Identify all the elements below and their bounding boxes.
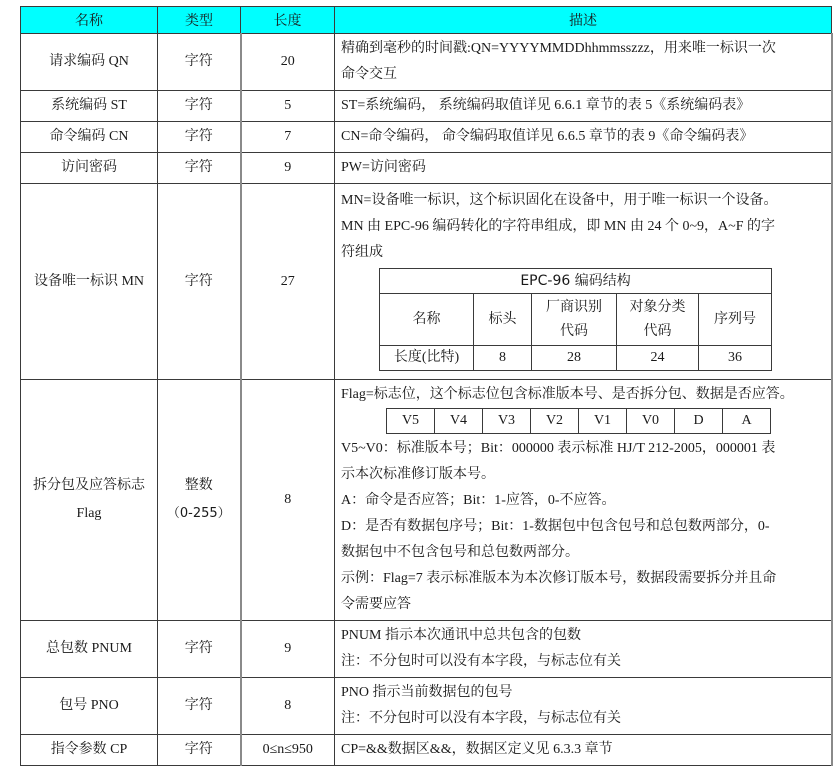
epc-row-label: 长度(比特) xyxy=(380,346,474,371)
field-length: 0≤n≤950 xyxy=(241,735,335,766)
description-line: D：是否有数据包序号；Bit：1-数据包中包含包号和总包数两部分，0- xyxy=(341,519,770,534)
field-description xyxy=(335,122,832,153)
table-row xyxy=(21,735,832,766)
field-description xyxy=(335,621,832,678)
description-line: 精确到毫秒的时间戳:QN=YYYYMMDDhhmmsszzz，用来唯一标识一次 xyxy=(341,41,776,56)
field-type: 字符 xyxy=(158,91,241,122)
description-line: 数据包中不包含包号和总包数两部分。 xyxy=(341,545,579,560)
epc-header-line: 厂商识别 xyxy=(546,299,602,315)
description-line: MN 由 EPC-96 编码转化的字符串组成，即 MN 由 24 个 0~9，A~F 的字 xyxy=(341,219,775,234)
field-description xyxy=(335,153,832,184)
description-line: PNO 指示当前数据包的包号 xyxy=(341,685,513,700)
field-name-line: 拆分包及应答标志 xyxy=(33,478,145,493)
table-row xyxy=(21,621,832,678)
header-description: 描述 xyxy=(335,7,832,34)
description-line: V5~V0：标准版本号；Bit：000000 表示标准 HJ/T 212-2005，000001 表 xyxy=(341,441,776,456)
field-type: 字符 xyxy=(158,735,241,766)
field-description xyxy=(335,678,832,735)
table-row xyxy=(21,380,832,621)
epc-value-row xyxy=(380,346,772,371)
field-length: 8 xyxy=(241,678,335,735)
header-name: 名称 xyxy=(21,7,158,34)
flag-bit: V4 xyxy=(435,409,483,434)
description-line: 示例：Flag=7 表示标准版本为本次修订版本号，数据段需要拆分并且命 xyxy=(341,571,777,586)
field-name: 系统编码 ST xyxy=(21,91,158,122)
table-row xyxy=(21,184,832,380)
flag-bit: V1 xyxy=(579,409,627,434)
table-row xyxy=(21,122,832,153)
field-type-line: 整数 xyxy=(184,478,213,493)
flag-bit: V0 xyxy=(627,409,675,434)
field-name: 访问密码 xyxy=(21,153,158,184)
epc-value-cell: 24 xyxy=(617,346,699,371)
epc-header-cell: 名称 xyxy=(380,294,474,346)
flag-bit: V5 xyxy=(387,409,435,434)
epc96-structure-table xyxy=(379,268,772,371)
field-name: 命令编码 CN xyxy=(21,122,158,153)
description-line: MN=设备唯一标识，这个标识固化在设备中，用于唯一标识一个设备。 xyxy=(341,193,778,208)
field-name-line: Flag xyxy=(76,506,102,521)
description-line: PW=访问密码 xyxy=(341,160,426,175)
table-row xyxy=(21,34,832,91)
flag-bits-table xyxy=(386,408,771,434)
field-type: 字符 xyxy=(158,621,241,678)
epc-header-line: 对象分类 xyxy=(629,299,686,315)
epc-table-title: EPC-96 编码结构 xyxy=(380,269,772,294)
epc-header-cell: 序列号 xyxy=(699,294,772,346)
description-line: Flag=标志位，这个标志位包含标准版本号、是否拆分包、数据是否应答。 xyxy=(341,387,794,402)
field-type: 字符 xyxy=(158,153,241,184)
field-type-line: （0-255） xyxy=(166,506,231,521)
table-row xyxy=(21,153,832,184)
description-line: 示本次标准修订版本号。 xyxy=(341,467,495,482)
description-line: A：命令是否应答；Bit：1-应答，0-不应答。 xyxy=(341,493,616,508)
field-length: 27 xyxy=(241,184,335,380)
field-description xyxy=(335,735,832,766)
epc-header-cell xyxy=(617,294,699,346)
field-description xyxy=(335,184,832,380)
field-length: 9 xyxy=(241,153,335,184)
field-length: 8 xyxy=(241,380,335,621)
field-name: 总包数 PNUM xyxy=(21,621,158,678)
epc-value-cell: 36 xyxy=(699,346,772,371)
epc-header-line: 代码 xyxy=(643,323,672,339)
field-description xyxy=(335,34,832,91)
field-name: 设备唯一标识 MN xyxy=(21,184,158,380)
description-line: 注：不分包时可以没有本字段，与标志位有关 xyxy=(341,654,621,669)
description-line: PNUM 指示本次通讯中总共包含的包数 xyxy=(341,628,581,643)
field-length: 5 xyxy=(241,91,335,122)
description-line: CN=命令编码， 命令编码取值详见 6.6.5 章节的表 9《命令编码表》 xyxy=(341,129,754,144)
field-type: 字符 xyxy=(158,34,241,91)
field-name: 指令参数 CP xyxy=(21,735,158,766)
flag-bit: V2 xyxy=(531,409,579,434)
field-length: 9 xyxy=(241,621,335,678)
table-row xyxy=(21,678,832,735)
description-line: ST=系统编码， 系统编码取值详见 6.6.1 章节的表 5《系统编码表》 xyxy=(341,98,751,113)
flag-bit: D xyxy=(675,409,723,434)
epc-header-line: 代码 xyxy=(560,323,588,339)
description-line: CP=&&数据区&&，数据区定义见 6.3.3 章节 xyxy=(341,742,613,757)
field-definition-table xyxy=(20,6,833,766)
description-line: 注：不分包时可以没有本字段，与标志位有关 xyxy=(341,711,621,726)
field-length: 7 xyxy=(241,122,335,153)
header-type: 类型 xyxy=(158,7,241,34)
description-line: 命令交互 xyxy=(341,67,397,82)
field-name: 包号 PNO xyxy=(21,678,158,735)
epc-header-cell xyxy=(532,294,617,346)
flag-bit: V3 xyxy=(483,409,531,434)
field-length: 20 xyxy=(241,34,335,91)
header-row xyxy=(21,7,832,34)
field-name xyxy=(21,380,158,621)
epc-value-cell: 28 xyxy=(532,346,617,371)
epc-header-cell: 标头 xyxy=(474,294,532,346)
epc-title-row xyxy=(380,269,772,294)
field-description xyxy=(335,91,832,122)
header-length: 长度 xyxy=(241,7,335,34)
description-line: 令需要应答 xyxy=(341,597,411,612)
epc-header-row xyxy=(380,294,772,346)
field-description xyxy=(335,380,832,621)
field-name: 请求编码 QN xyxy=(21,34,158,91)
flag-bit: A xyxy=(723,409,771,434)
epc-value-cell: 8 xyxy=(474,346,532,371)
flag-bits-row xyxy=(387,409,771,434)
table-row xyxy=(21,91,832,122)
field-type: 字符 xyxy=(158,122,241,153)
field-type: 字符 xyxy=(158,678,241,735)
field-type xyxy=(158,380,241,621)
field-type: 字符 xyxy=(158,184,241,380)
description-line: 符组成 xyxy=(341,245,383,260)
